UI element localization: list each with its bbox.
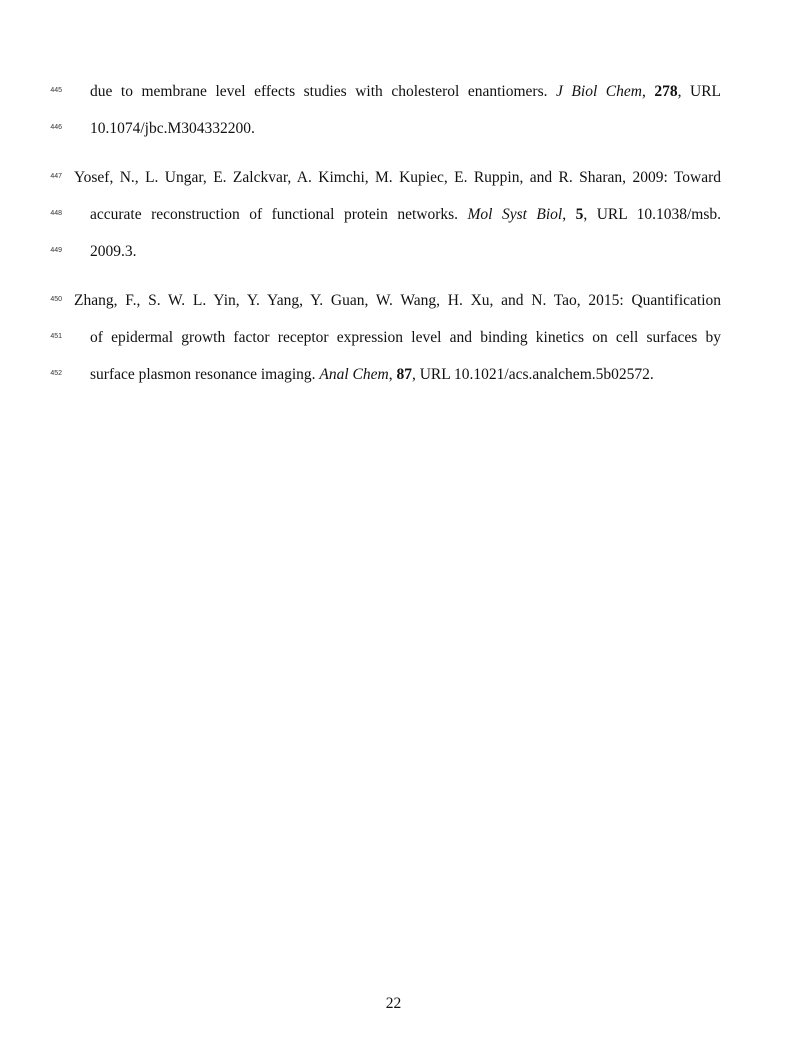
reference-line (0, 365, 787, 385)
volume-number: 87 (396, 366, 412, 383)
reference-line (0, 205, 787, 225)
reference-text: 10.1074/jbc.M304332200. (90, 120, 255, 137)
reference-line (0, 242, 787, 262)
reference-text: Zhang, F., S. W. L. Yin, Y. Yang, Y. Guan, W. Wang, H. Xu, and N. Tao, 2015: Quantification (74, 292, 721, 309)
page-number: 22 (385, 995, 402, 1012)
line-number: 452 (50, 370, 62, 377)
reference-line (0, 82, 787, 102)
journal-name: Mol Syst Biol (467, 206, 563, 223)
line-number: 451 (50, 333, 62, 340)
line-number: 448 (50, 210, 62, 217)
line-number: 445 (50, 87, 62, 94)
line-number: 446 (50, 124, 62, 131)
reference-text: Yosef, N., L. Ungar, E. Zalckvar, A. Kimchi, M. Kupiec, E. Ruppin, and R. Sharan, 2009: Toward (74, 169, 721, 186)
reference-text: of epidermal growth factor receptor expression level and binding kinetics on cell surfaces by (90, 329, 721, 346)
reference-line (0, 291, 787, 311)
reference-text: 2009.3. (90, 243, 137, 260)
line-number: 447 (50, 173, 62, 180)
reference-line (0, 328, 787, 348)
volume-number: 278 (654, 83, 678, 100)
reference-text: accurate reconstruction of functional protein networks. Mol Syst Biol, 5, URL 10.1038/msb. (90, 206, 721, 223)
reference-line (0, 168, 787, 188)
line-number: 450 (50, 296, 62, 303)
reference-line (0, 119, 787, 139)
reference-text: surface plasmon resonance imaging. Anal Chem, 87, URL 10.1021/acs.analchem.5b02572. (90, 366, 654, 383)
journal-name: J Biol Chem (556, 83, 642, 100)
line-number: 449 (50, 247, 62, 254)
volume-number: 5 (575, 206, 584, 223)
reference-text: due to membrane level effects studies with cholesterol enantiomers. J Biol Chem, 278, URL (90, 83, 722, 100)
journal-name: Anal Chem (319, 366, 389, 383)
